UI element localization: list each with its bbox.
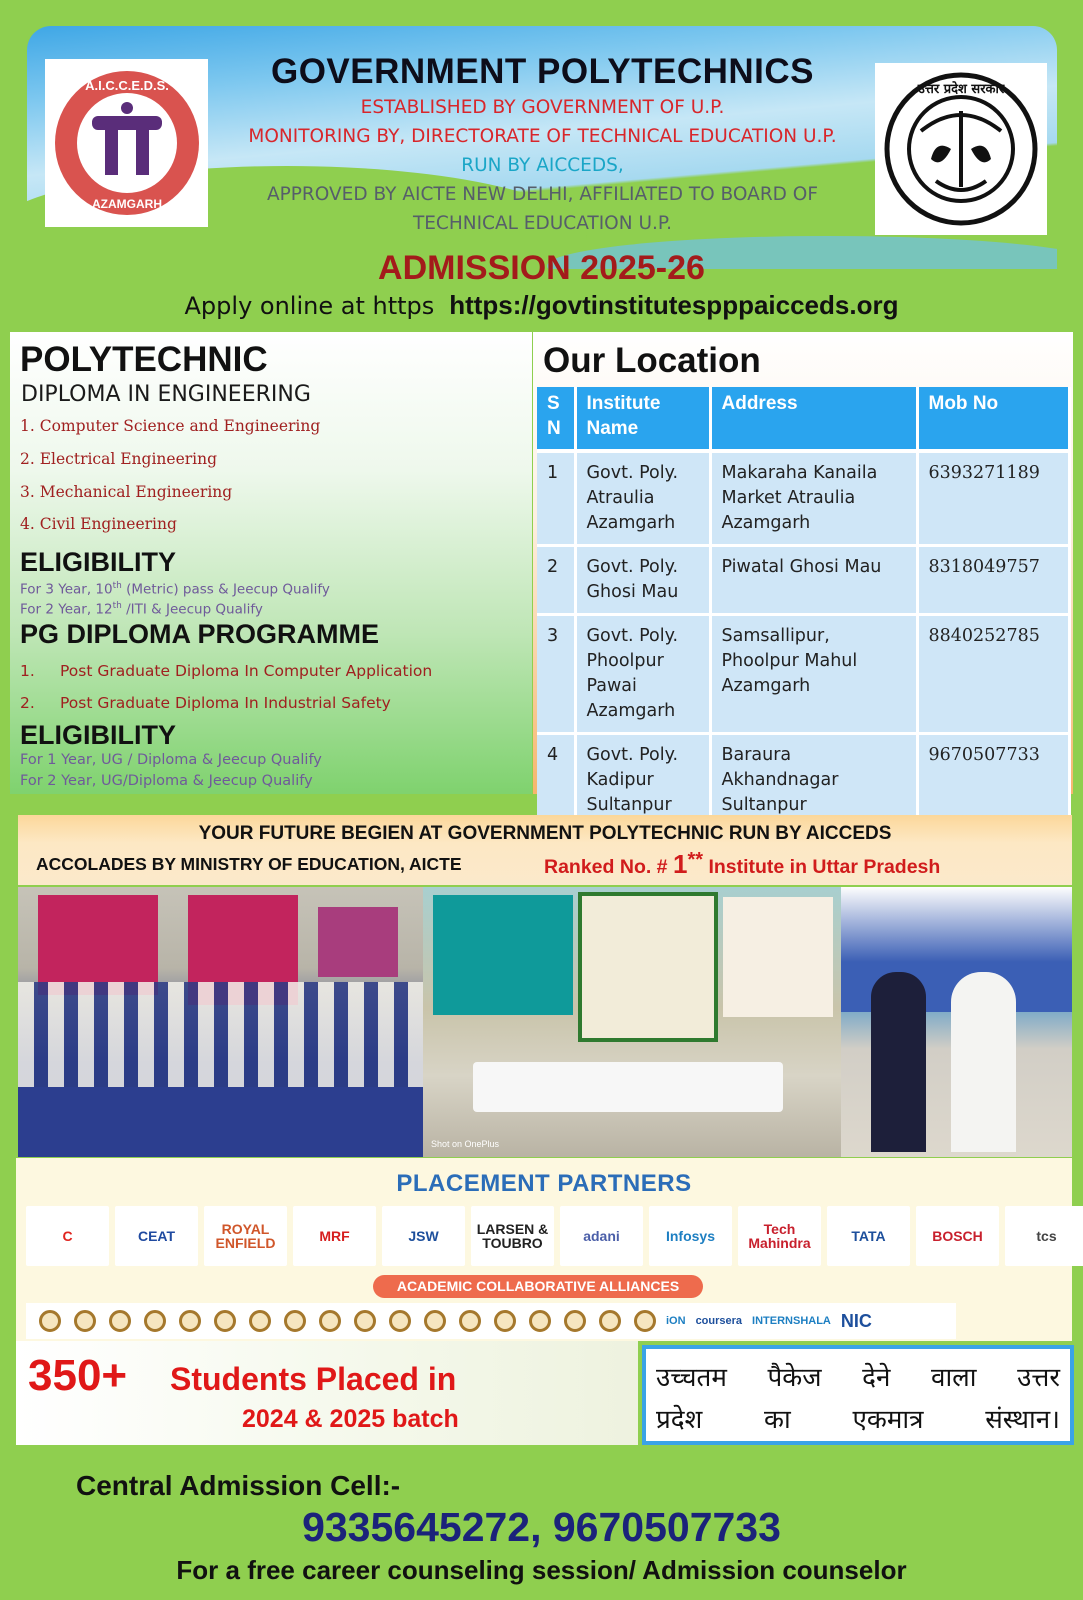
alliance-seal-icon [599, 1310, 621, 1332]
courses-panel [10, 332, 532, 794]
rank-number: 1 [672, 849, 688, 879]
up-government-emblem [875, 63, 1047, 235]
pg-item [20, 694, 391, 712]
cell-text: Azamgarh [586, 701, 676, 721]
alliance-seal-icon [249, 1310, 271, 1332]
pg-item-num: 2. [20, 694, 35, 712]
alliance-nic: NIC [840, 1310, 872, 1331]
cell-text: Pawai [586, 676, 637, 696]
cell-text: Azamgarh [721, 676, 811, 696]
table-header-row [537, 387, 1070, 451]
branch-item: 2. Electrical Engineering [20, 450, 218, 468]
affiliation-line: TECHNICAL EDUCATION U.P. [412, 213, 673, 234]
eligibility-line [20, 601, 263, 618]
table-row [537, 734, 1070, 828]
person-figure [871, 972, 926, 1152]
partner-logo: Infosys [649, 1206, 732, 1266]
partner-logo: MRF [293, 1206, 376, 1266]
cell-text: Azamgarh [721, 513, 811, 533]
alliance-seal-icon [424, 1310, 446, 1332]
cell-address [710, 734, 917, 828]
cell-text: Govt. Poly. [586, 463, 679, 483]
accolades-text: ACCOLADES BY MINISTRY OF EDUCATION, AICTE [36, 854, 462, 874]
logo-bottom-text: AZAMGARH [91, 197, 162, 211]
placed-text: Students Placed in [170, 1361, 457, 1397]
cell-text: Sultanpur [586, 795, 672, 815]
placement-title: PLACEMENT PARTNERS [396, 1170, 692, 1197]
students-group-photo [18, 887, 423, 1157]
col-institute [575, 387, 710, 451]
alliance-seal-icon [354, 1310, 376, 1332]
cell-text: Akhandnagar [721, 770, 839, 790]
aicceds-seal-icon [52, 68, 202, 218]
table-row [537, 451, 1070, 546]
col-institute-label: Institute [586, 393, 661, 414]
up-emblem-icon [881, 69, 1041, 229]
alliance-internshala: INTERNSHALA [752, 1315, 831, 1327]
partner-logo: C [26, 1206, 109, 1266]
cell-mob: 9670507733 [917, 734, 1070, 828]
central-admission-cell: Central Admission Cell:- [76, 1470, 401, 1501]
alliance-seal-icon [109, 1310, 131, 1332]
alliance-seals [26, 1303, 956, 1339]
cell-mob: 8840252785 [917, 615, 1070, 734]
col-address: Address [710, 387, 917, 451]
eligibility-line [20, 581, 330, 598]
future-tagline: YOUR FUTURE BEGIEN AT GOVERNMENT POLYTECHNIC RUN BY AICCEDS [198, 823, 892, 844]
photo-collage [18, 887, 1072, 1157]
alliance-seal-icon [214, 1310, 236, 1332]
location-table [537, 387, 1071, 829]
cell-institute [575, 546, 710, 615]
eligibility-text: (Metric) pass & Jeecup Qualify [121, 581, 330, 598]
eligibility-text: /ITI & Jeecup Qualify [121, 601, 263, 618]
cell-text: Sultanpur [721, 795, 807, 815]
academic-alliances-label: ACADEMIC COLLABORATIVE ALLIANCES [373, 1275, 703, 1298]
hindi-highlight-box [642, 1345, 1074, 1445]
apply-online [0, 290, 1083, 321]
photo-banner [38, 895, 158, 995]
col-sn-label: N [547, 418, 561, 439]
pg-item-label: Post Graduate Diploma In Industrial Safety [60, 694, 391, 712]
cell-text: Govt. Poly. [586, 626, 679, 646]
cell-text: Govt. Poly. [586, 745, 679, 765]
photo-floor [18, 1087, 423, 1157]
alliance-seal-icon [319, 1310, 341, 1332]
alliance-seal-icon [389, 1310, 411, 1332]
cell-institute [575, 451, 710, 546]
pg-eligibility-line: For 1 Year, UG / Diploma & Jeecup Qualify [20, 752, 322, 768]
photo-banner [318, 907, 398, 977]
table-row [537, 546, 1070, 615]
alliance-seal-icon [459, 1310, 481, 1332]
polytechnic-heading: POLYTECHNIC [20, 340, 268, 379]
pg-eligibility-line: For 2 Year, UG/Diploma & Jeecup Qualify [20, 773, 313, 789]
location-panel [533, 332, 1073, 815]
rank-post: Institute in Uttar Pradesh [708, 856, 941, 878]
rank-text [544, 849, 940, 880]
partner-logo: BOSCH [916, 1206, 999, 1266]
established-line: ESTABLISHED BY GOVERNMENT OF U.P. [360, 97, 725, 118]
alliance-seal-icon [634, 1310, 656, 1332]
cell-text: Market Atraulia [721, 488, 856, 508]
partner-logo: JSW [382, 1206, 465, 1266]
partner-logo: tcs [1005, 1206, 1083, 1266]
cell-text: Samsallipur, [721, 626, 830, 646]
partner-logo: Tech Mahindra [738, 1206, 821, 1266]
students-placed-box [16, 1341, 638, 1445]
cell-sn: 4 [537, 734, 575, 828]
cell-mob: 8318049757 [917, 546, 1070, 615]
placed-batch: 2024 & 2025 batch [242, 1405, 459, 1433]
partner-logo: TATA [827, 1206, 910, 1266]
cell-institute [575, 615, 710, 734]
alliance-seal-icon [144, 1310, 166, 1332]
admission-title: ADMISSION 2025-26 [378, 249, 705, 287]
cell-institute [575, 734, 710, 828]
eligibility-text: For 2 Year, 12 [20, 601, 113, 618]
hindi-line: उच्चतम पैकेज देने वाला उत्तर [656, 1363, 1060, 1393]
branch-item: 4. Civil Engineering [20, 515, 177, 533]
partner-logo: ROYAL ENFIELD [204, 1206, 287, 1266]
hindi-line: प्रदेश का एकमात्र संस्थान। [656, 1405, 1060, 1435]
branch-item: 3. Mechanical Engineering [20, 483, 233, 501]
emblem-text: उत्तर प्रदेश सरकार [917, 82, 1005, 97]
logo-top-text: A.I.C.C.E.D.S. [84, 78, 169, 93]
pg-diploma-heading: PG DIPLOMA PROGRAMME [20, 619, 380, 649]
cell-text: Phoolpur [586, 651, 664, 671]
photo-table [473, 1062, 783, 1112]
apply-url-link[interactable]: https://govtinstitutespppaicceds.org [449, 290, 899, 320]
col-sn [537, 387, 575, 451]
contact-phones[interactable]: 9335645272, 9670507733 [302, 1504, 781, 1550]
partner-logos [26, 1206, 1083, 1266]
placement-partners-section [16, 1158, 1072, 1341]
cell-text: Atraulia [586, 488, 655, 508]
rank-pre: Ranked No. # [544, 856, 668, 878]
rank-stars: ** [687, 849, 704, 871]
pg-item-label: Post Graduate Diploma In Computer Application [60, 662, 433, 680]
cell-address [710, 546, 917, 615]
eligibility-sup: th [112, 581, 122, 591]
photo-caption: Shot on OnePlus [431, 1139, 500, 1149]
col-institute-label: Name [586, 418, 639, 439]
alliance-seal-icon [39, 1310, 61, 1332]
page-title: GOVERNMENT POLYTECHNICS [270, 52, 815, 91]
cell-text: Phoolpur Mahul [721, 651, 858, 671]
alliance-seal-icon [494, 1310, 516, 1332]
branch-item: 1. Computer Science and Engineering [20, 417, 321, 435]
alliance-seal-icon [74, 1310, 96, 1332]
alliance-ion: iON [666, 1315, 686, 1327]
photo-board [578, 892, 718, 1042]
photo-board [723, 897, 833, 1017]
cell-sn: 3 [537, 615, 575, 734]
cell-address [710, 615, 917, 734]
pg-item-num: 1. [20, 662, 35, 680]
job-utsav-photo [423, 887, 841, 1157]
placed-count: 350+ [28, 1351, 128, 1400]
counseling-text: For a free career counseling session/ Admission counselor [176, 1555, 907, 1585]
location-title: Our Location [543, 341, 761, 380]
cell-address [710, 451, 917, 546]
eligibility-heading: ELIGIBILITY [20, 547, 177, 577]
partner-logo: CEAT [115, 1206, 198, 1266]
cell-mob: 6393271189 [917, 451, 1070, 546]
cell-text: Azamgarh [586, 513, 676, 533]
monitoring-line: MONITORING BY, DIRECTORATE OF TECHNICAL EDUCATION U.P. [248, 126, 837, 147]
table-row [537, 615, 1070, 734]
pg-eligibility-heading: ELIGIBILITY [20, 720, 177, 750]
cell-sn: 1 [537, 451, 575, 546]
run-by-line: RUN BY AICCEDS, [461, 155, 624, 176]
pg-item [20, 662, 432, 680]
photo-screen [433, 895, 573, 1015]
approved-line: APPROVED BY AICTE NEW DELHI, AFFILIATED TO BOARD OF [266, 184, 819, 205]
alliance-seal-icon [284, 1310, 306, 1332]
col-mob: Mob No [917, 387, 1070, 451]
alliance-coursera: coursera [695, 1315, 743, 1327]
partner-logo: LARSEN & TOUBRO [471, 1206, 554, 1266]
cell-text: Makaraha Kanaila [721, 463, 878, 483]
alliance-seal-icon [179, 1310, 201, 1332]
diploma-subheading: DIPLOMA IN ENGINEERING [21, 382, 311, 407]
cell-text: Baraura [721, 745, 792, 765]
alliance-seal-icon [564, 1310, 586, 1332]
partner-logo: adani [560, 1206, 643, 1266]
cell-sn: 2 [537, 546, 575, 615]
cell-text: Piwatal Ghosi Mau [721, 557, 882, 577]
eligibility-sup: th [112, 601, 122, 611]
cell-text: Govt. Poly. [586, 557, 679, 577]
alliance-seal-icon [529, 1310, 551, 1332]
col-sn-label: S [547, 393, 560, 414]
eligibility-text: For 3 Year, 10 [20, 581, 113, 598]
apply-label: Apply online at https [184, 292, 435, 320]
person-figure [951, 972, 1016, 1152]
felicitation-photo [841, 887, 1072, 1157]
cell-text: Kadipur [586, 770, 654, 790]
accolades-banner [18, 815, 1072, 885]
hindi-text [646, 1349, 1070, 1441]
cell-text: Ghosi Mau [586, 582, 679, 602]
